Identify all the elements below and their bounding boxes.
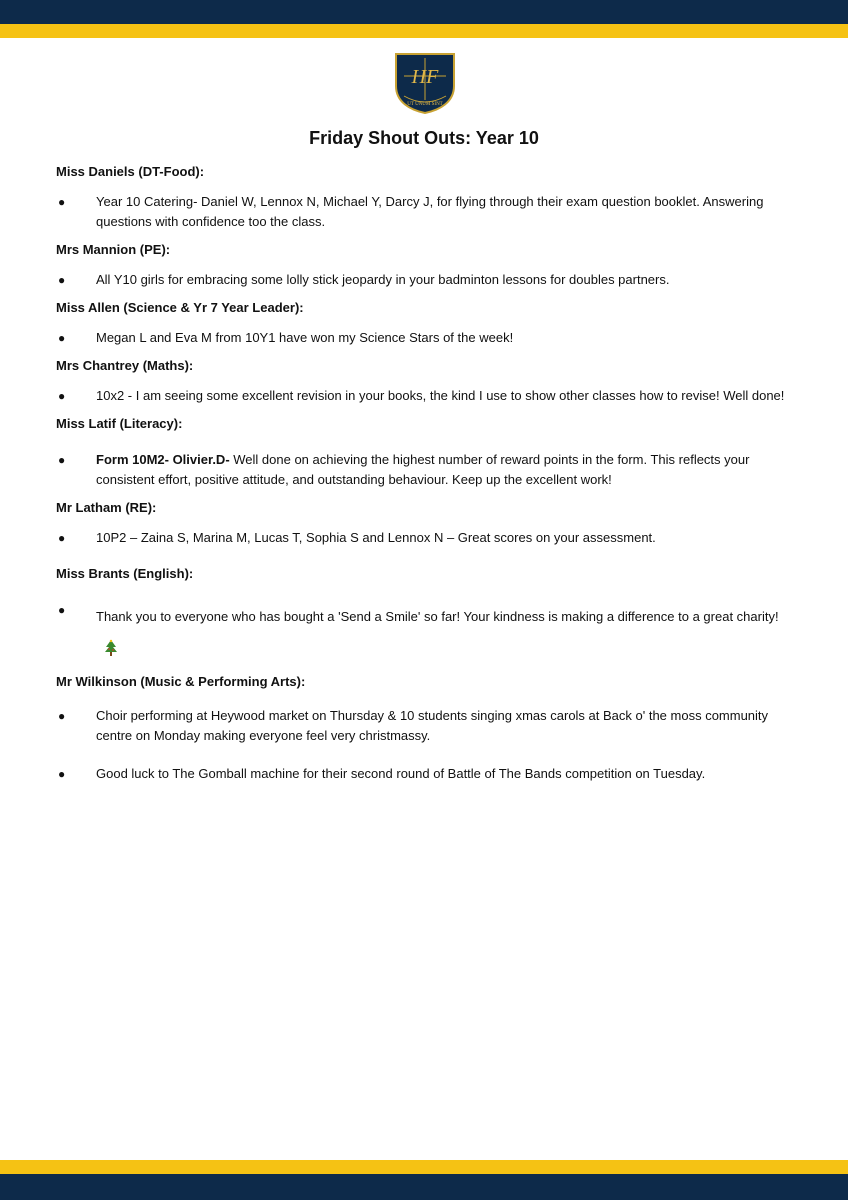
shout-outs-content	[56, 162, 796, 784]
bullet-icon: ●	[58, 531, 66, 545]
bullet-icon: ●	[58, 603, 66, 617]
shout-out-text: Year 10 Catering- Daniel W, Lennox N, Michael Y, Darcy J, for flying through their exam question booklet. Answering questions with confidence too the class.	[96, 194, 764, 229]
footer-gold-band	[0, 1160, 848, 1174]
shout-out-item	[56, 328, 796, 348]
shout-out-text: All Y10 girls for embracing some lolly stick jeopardy in your badminton lessons for doubles partners.	[96, 272, 670, 287]
shout-out-item	[56, 528, 796, 548]
bullet-icon: ●	[58, 709, 66, 723]
header-gold-band	[0, 24, 848, 38]
teacher-heading-allen: Miss Allen (Science & Yr 7 Year Leader):	[56, 300, 304, 315]
bullet-icon: ●	[58, 453, 66, 467]
shout-out-text: Choir performing at Heywood market on Thursday & 10 students singing xmas carols at Back o' the moss community centre on Monday making everyone feel very christmassy.	[96, 708, 769, 743]
shout-out-text: Megan L and Eva M from 10Y1 have won my Science Stars of the week!	[96, 330, 514, 345]
bullet-icon: ●	[58, 389, 66, 403]
teacher-heading-mannion: Mrs Mannion (PE):	[56, 242, 171, 257]
teacher-heading-chantrey: Mrs Chantrey (Maths):	[56, 358, 194, 373]
bullet-icon: ●	[58, 273, 66, 287]
shout-out-item	[56, 764, 796, 784]
footer-navy-band	[0, 1174, 848, 1200]
bullet-icon: ●	[58, 195, 66, 209]
teacher-heading-brants: Miss Brants (English):	[56, 566, 194, 581]
bullet-icon: ●	[58, 331, 66, 345]
crest-motto: UT UNUM SINT	[407, 102, 443, 107]
shout-out-item	[56, 600, 796, 668]
crest-monogram: HF	[411, 66, 439, 88]
shout-out-lead: Form 10M2- Olivier.D-	[96, 452, 230, 467]
shout-out-text: Thank you to everyone who has bought a 'Send a Smile' so far! Your kindness is making a difference to a great charity!	[96, 609, 779, 624]
school-crest-logo	[394, 52, 456, 114]
teacher-heading-wilkinson: Mr Wilkinson (Music & Performing Arts):	[56, 674, 306, 689]
shout-out-item	[56, 450, 796, 490]
bullet-icon: ●	[58, 767, 66, 781]
shout-out-text: Well done on achieving the highest number of reward points in the form. This reflects your consistent effort, positive attitude, and outstanding behaviour. Keep up the excellent work!	[96, 452, 750, 487]
page-title: Friday Shout Outs: Year 10	[309, 128, 539, 148]
christmas-tree-icon	[104, 639, 118, 657]
header-navy-band	[0, 0, 848, 24]
shout-out-item	[56, 192, 796, 232]
shout-out-item	[56, 386, 796, 406]
shout-out-item	[56, 270, 796, 290]
shout-out-text: 10x2 - I am seeing some excellent revision in your books, the kind I use to show other classes how to revise! Well done!	[96, 388, 785, 403]
shout-out-text: Good luck to The Gomball machine for their second round of Battle of The Bands competition on Tuesday.	[96, 766, 706, 781]
teacher-heading-latham: Mr Latham (RE):	[56, 500, 157, 515]
teacher-heading-daniels: Miss Daniels (DT-Food):	[56, 164, 205, 179]
shout-out-item	[56, 706, 796, 746]
teacher-heading-latif: Miss Latif (Literacy):	[56, 416, 183, 431]
shout-out-text: 10P2 – Zaina S, Marina M, Lucas T, Sophia S and Lennox N – Great scores on your assessment.	[96, 530, 656, 545]
